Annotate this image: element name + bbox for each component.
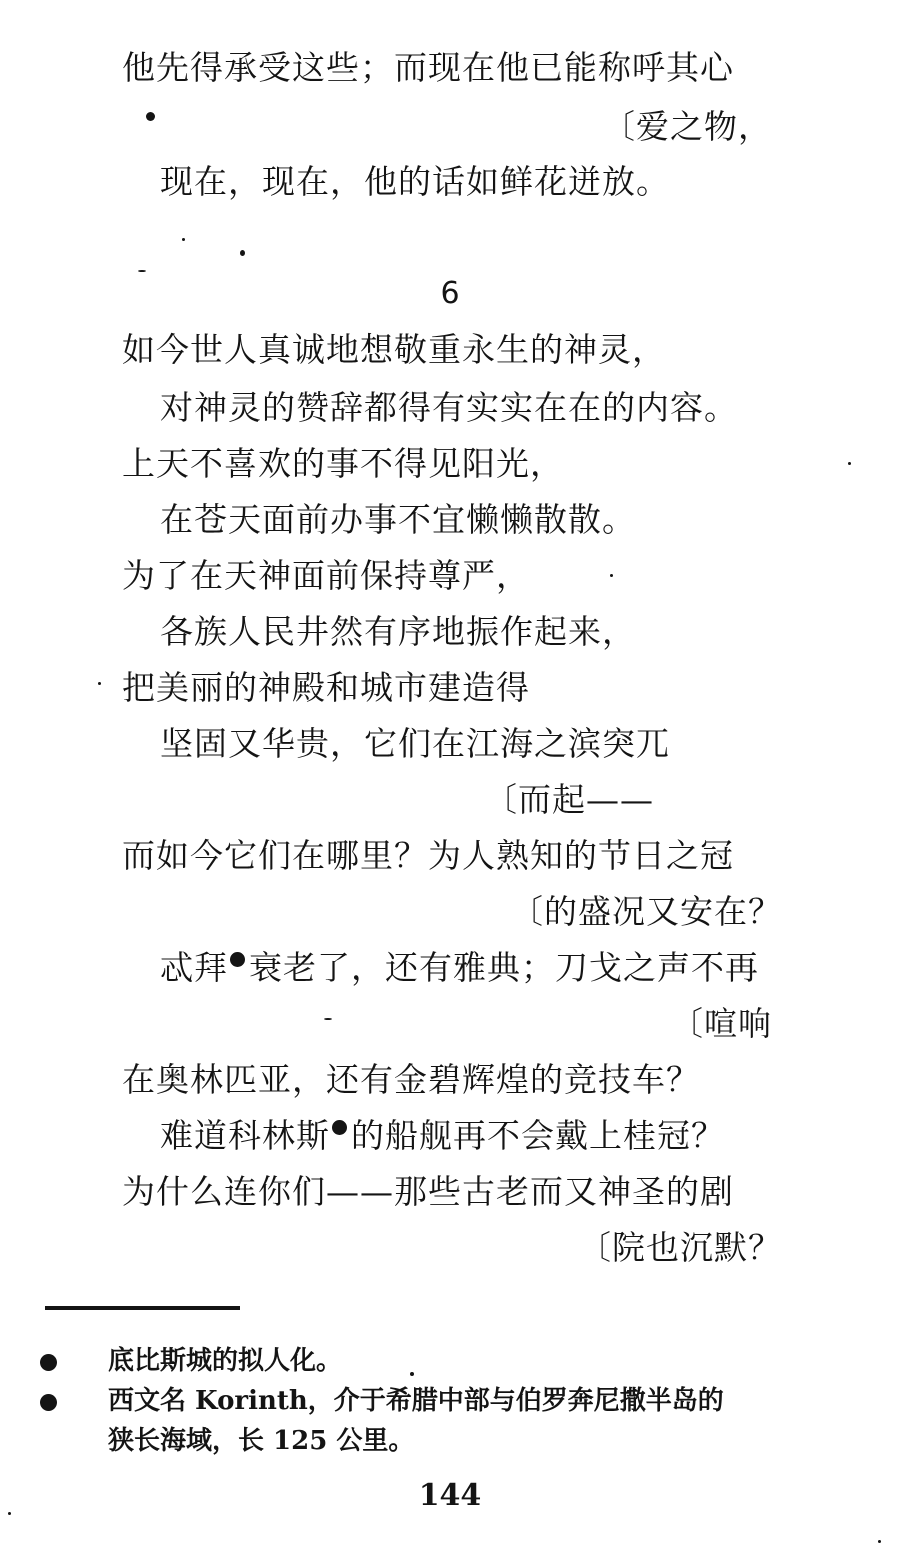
poem-line-continuation: 〔院也沉默？ [578,1228,782,1267]
poem-line: 上天不喜欢的事不得见阳光， [122,444,564,483]
scan-speck [324,1018,332,1020]
poem-line: 在奥林匹亚，还有金碧辉煌的竞技车？ [122,1060,700,1099]
footnote-bullet-icon [40,1394,57,1411]
footnote-marker-icon [230,952,245,967]
footnote-bullet-icon [40,1354,57,1371]
scan-speck [138,270,146,272]
scan-speck [8,1512,11,1515]
scan-speck [848,462,851,465]
poem-line-continuation: 〔而起—— [484,780,654,819]
scan-speck [240,250,245,256]
poem-line: 为什么连你们——那些古老而又神圣的剧 [122,1172,734,1211]
scan-speck [410,1372,414,1376]
poem-line [160,1116,725,1156]
poem-line-continuation: 〔爱之物， [602,107,772,146]
poem-line: 把美丽的神殿和城市建造得 [122,668,530,707]
scan-speck [146,112,155,121]
poem-text: 衰老了，还有雅典；刀戈之声不再 [249,948,759,987]
footnote-divider [45,1306,240,1310]
poem-text: 忒拜 [160,948,228,987]
poem-line: 如今世人真诚地想敬重永生的神灵， [122,330,666,369]
scan-speck [610,574,613,577]
poem-line: 坚固又华贵，它们在江海之滨突兀 [160,724,670,763]
scan-speck [878,1540,881,1543]
poem-line: 他先得承受这些；而现在他已能称呼其心 [122,48,734,87]
footnote-2-line-1: 西文名 Korinth，介于希腊中部与伯罗奔尼撒半岛的 [108,1386,724,1416]
poem-line: 对神灵的赞辞都得有实实在在的内容。 [160,388,738,427]
footnote-marker-icon [332,1120,347,1135]
scan-speck [182,238,185,241]
scan-speck [98,682,101,685]
poem-text: 的船舰再不会戴上桂冠？ [351,1116,725,1155]
poem-line: 在苍天面前办事不宜懒懒散散。 [160,500,636,539]
poem-line: 现在，现在，他的话如鲜花迸放。 [160,162,670,201]
poem-line: 各族人民井然有序地振作起来， [160,612,636,651]
poem-line-continuation: 〔喧响 [670,1004,772,1043]
poem-line: 而如今它们在哪里？为人熟知的节日之冠 [122,836,734,875]
footnote-1: 底比斯城的拟人化。 [108,1346,343,1376]
page-number: 144 [418,1478,482,1513]
stanza-number: 6 [440,276,460,311]
footnote-2-line-2: 狭长海域，长 125 公里。 [108,1426,415,1456]
poem-line: 为了在天神面前保持尊严， [122,556,530,595]
poem-line [160,948,759,988]
poem-line-continuation: 〔的盛况又安在？ [510,892,782,931]
poem-text: 难道科林斯 [160,1116,330,1155]
